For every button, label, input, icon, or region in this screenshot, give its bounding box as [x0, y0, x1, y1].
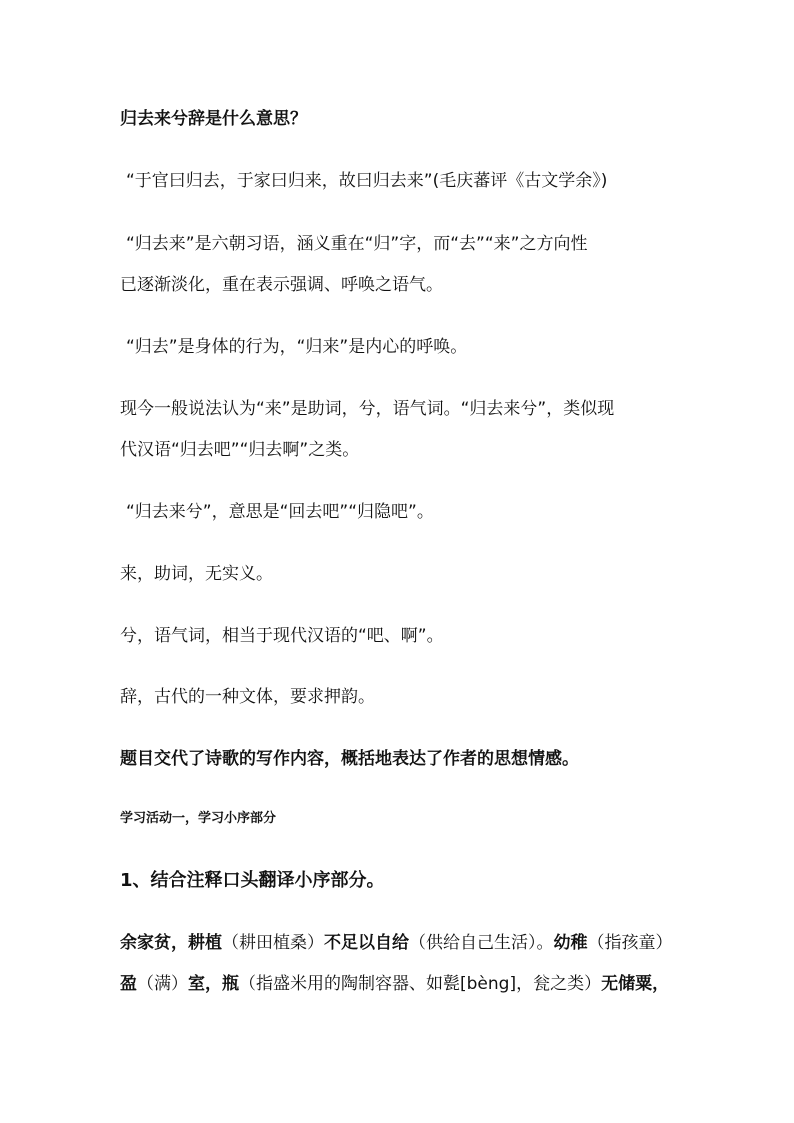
- preface-line-2: [120, 973, 669, 995]
- paragraph-2: “归去”是身体的行为，“归来”是内心的呼唤。: [126, 337, 468, 357]
- preface-annotation: （指盛米用的陶制容器、如甏[bèng]，瓮之类）: [239, 974, 602, 994]
- summary-text: 题目交代了诗歌的写作内容，概括地表达了作者的思想情感。: [120, 749, 579, 769]
- preface-text-segment: 室，瓶: [188, 974, 239, 994]
- paragraph-1-line-2: 已逐渐淡化，重在表示强调、呼唤之语气。: [120, 275, 443, 295]
- paragraph-7: 辞，古代的一种文体，要求押韵。: [120, 687, 375, 707]
- preface-text-segment: 余家贫，耕植: [120, 933, 222, 953]
- paragraph-4: “归去来兮”，意思是“回去吧”“归隐吧”。: [126, 502, 434, 522]
- preface-text-segment: 无储粟，: [601, 974, 670, 994]
- preface-text-segment: 不足以自给: [324, 933, 409, 953]
- preface-line-1: [120, 932, 673, 954]
- preface-text-segment: 幼稚: [553, 933, 588, 953]
- preface-annotation: （指孩童）: [587, 933, 673, 953]
- paragraph-6: 兮，语气词，相当于现代汉语的“吧、啊”。: [120, 626, 444, 646]
- task-heading: 1、结合注释口头翻译小序部分。: [120, 870, 385, 891]
- quote-line: “于官曰归去，于家曰归来，故曰归去来”(毛庆蕃评《古文学余》): [126, 171, 608, 191]
- paragraph-1-line-1: “归去来”是六朝习语，涵义重在“归”字，而“去”“来”之方向性: [126, 234, 588, 254]
- preface-annotation: （满）: [137, 974, 188, 994]
- activity-title: 学习活动一，学习小序部分: [120, 811, 277, 826]
- preface-annotation: （供给自己生活）。: [409, 933, 554, 953]
- paragraph-3-line-1: 现今一般说法认为“来”是助词，兮，语气词。“归去来兮”，类似现: [120, 399, 615, 419]
- paragraph-3-line-2: 代汉语“归去吧”“归去啊”之类。: [120, 440, 360, 460]
- document-title: 归去来兮辞是什么意思？: [120, 109, 307, 129]
- preface-text-segment: 盈: [120, 974, 137, 994]
- preface-annotation: （耕田植桑）: [222, 933, 324, 953]
- paragraph-5: 来，助词，无实义。: [120, 564, 273, 584]
